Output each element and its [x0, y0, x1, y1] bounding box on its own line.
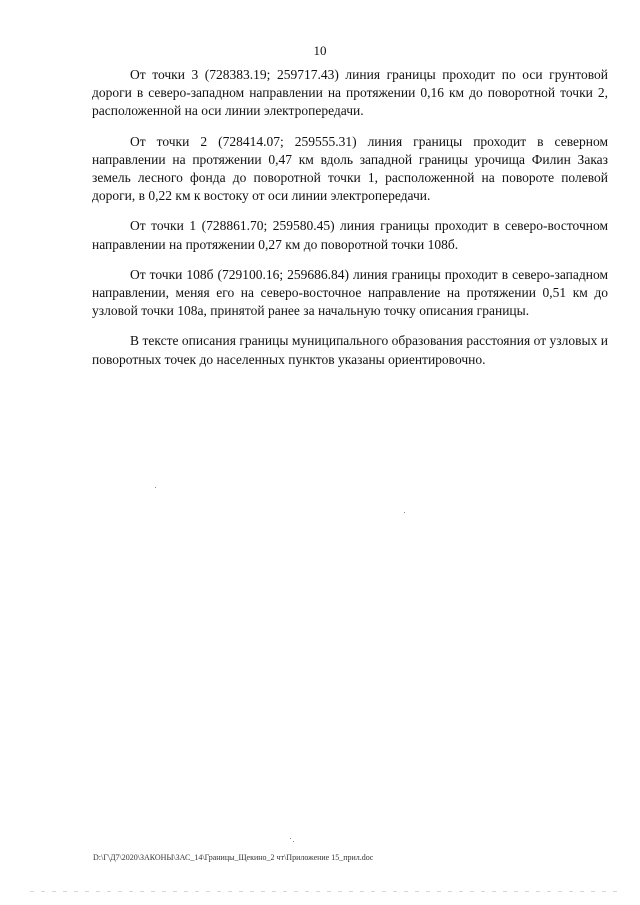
- paragraph-point-3: От точки 3 (728383.19; 259717.43) линия границы проходит по оси грунтовой дороги в северо-западном направлении на протяжении 0,16 км до поворотной точки 2, расположенной на оси линии электропередачи.: [92, 67, 608, 119]
- scan-speck: [155, 487, 156, 488]
- scan-speck: [293, 841, 294, 842]
- footer-file-path: D:\Г\Д7\2020\ЗАКОНЫ\ЗАС_14\Границы_Щекино_2 чт\Приложение 15_прил.doc: [93, 853, 374, 862]
- scan-edge-line: [30, 891, 620, 892]
- paragraph-note: В тексте описания границы муниципального образования расстояния от узловых и поворотных точек до населенных пунктов указаны ориентировочно.: [92, 333, 608, 367]
- scan-speck: [404, 512, 405, 513]
- paragraph-point-108b: От точки 108б (729100.16; 259686.84) линия границы проходит в северо-западном направлении, меняя его на северо-восточное направление на протяжении 0,51 км до узловой точки 108а, принятой ранее за начальную точку описания границы.: [92, 266, 608, 319]
- paragraph-point-2: От точки 2 (728414.07; 259555.31) линия границы проходит в северном направлении на протяжении 0,47 км вдоль западной границы урочища Филин Заказ земель лесного фонда до поворотной точки 1, расположенной на повороте полевой дороги, в 0,22 км к востоку от оси линии электропередачи.: [92, 133, 608, 204]
- page-number: 10: [313, 43, 327, 58]
- paragraph-point-1: От точки 1 (728861.70; 259580.45) линия границы проходит в северо-восточном направлении на протяжении 0,27 км до поворотной точки 108б.: [92, 218, 608, 252]
- document-body: [92, 66, 608, 381]
- scan-speck: [290, 838, 291, 839]
